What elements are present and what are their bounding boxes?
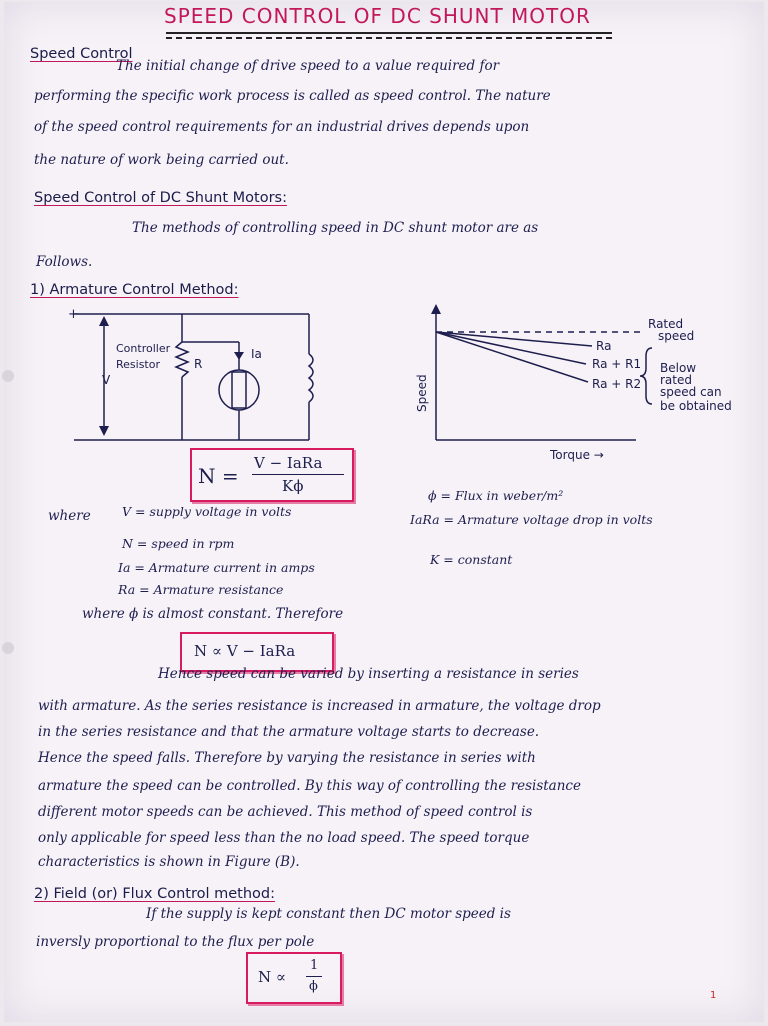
below-rated-label: speed can: [660, 385, 722, 399]
text-line: The initial change of drive speed to a value required for: [116, 58, 500, 74]
r-label: R: [194, 357, 203, 371]
ia-label: Ia: [251, 347, 262, 361]
speed-formula-box: [190, 448, 354, 502]
page-title: SPEED CONTROL OF DC SHUNT MOTOR: [164, 4, 591, 28]
graph-xlabel: Torque →: [550, 448, 604, 462]
binder-hole: [2, 642, 14, 654]
binder-hole: [2, 370, 14, 382]
definition: Ia = Armature current in amps: [118, 560, 315, 575]
definition: ϕ = Flux in weber/m²: [428, 488, 564, 503]
text-line: inversly proportional to the flux per pole: [36, 934, 315, 950]
text-line: the nature of work being carried out.: [34, 152, 289, 168]
field-prop-bar: [306, 976, 322, 977]
speed-torque-graph: [396, 304, 760, 464]
definition: Ra = Armature resistance: [118, 582, 284, 597]
title-underline: [166, 32, 612, 39]
v-label: V: [102, 373, 111, 387]
text-line: If the supply is kept constant then DC motor speed is: [146, 906, 511, 922]
armature-circuit-diagram: [44, 302, 344, 452]
below-rated-label: rated: [660, 373, 692, 387]
formula-bar: [252, 474, 344, 475]
formula-lhs: N =: [198, 464, 239, 488]
field-prop-lhs: N ∝: [258, 968, 287, 986]
rated-speed-label: speed: [658, 329, 695, 343]
formula-denominator: Kϕ: [282, 477, 304, 495]
text-line: of the speed control requirements for an industrial drives depends upon: [34, 119, 530, 135]
text-line: Hence speed can be varied by inserting a resistance in series: [158, 666, 579, 682]
notebook-page: [4, 2, 764, 1022]
field-control-heading: 2) Field (or) Flux Control method:: [34, 886, 275, 902]
text-line: where ϕ is almost constant. Therefore: [82, 606, 344, 622]
text-line: Follows.: [36, 254, 93, 270]
proportionality: N ∝ V − IaRa: [194, 642, 296, 660]
armature-heading: 1) Armature Control Method:: [30, 282, 239, 298]
rated-label: Rated: [648, 317, 684, 331]
page-number: 1: [710, 990, 717, 1001]
text-line: different motor speeds can be achieved. This method of speed control is: [38, 804, 533, 820]
resistor-label: Resistor: [116, 358, 160, 371]
field-prop-denominator: ϕ: [309, 979, 318, 994]
below-rated-label: Below: [660, 361, 697, 375]
field-prop-numerator: 1: [310, 958, 319, 973]
text-line: with armature. As the series resistance is increased in armature, the voltage drop: [38, 698, 601, 714]
definition: K = constant: [430, 552, 513, 567]
text-line: in the series resistance and that the armature voltage starts to decrease.: [38, 724, 540, 740]
field-proportionality-box: [246, 952, 342, 1004]
ra-r1-curve-label: Ra + R1: [592, 357, 642, 371]
text-line: Hence the speed falls. Therefore by varying the resistance in series with: [38, 750, 536, 766]
below-rated-label: be obtained: [660, 399, 732, 413]
shunt-motor-heading: Speed Control of DC Shunt Motors:: [34, 190, 287, 206]
speed-control-heading: Speed Control: [30, 46, 133, 62]
text-line: only applicable for speed less than the no load speed. The speed torque: [38, 830, 530, 846]
where-label: where: [48, 508, 91, 524]
formula-numerator: V − IaRa: [254, 454, 323, 472]
text-line: The methods of controlling speed in DC shunt motor are as: [132, 220, 539, 236]
ra-r2-curve-label: Ra + R2: [592, 377, 642, 391]
definition: IaRa = Armature voltage drop in volts: [410, 512, 653, 527]
graph-ylabel: Speed: [415, 374, 429, 412]
ra-curve-label: Ra: [596, 339, 612, 353]
controller-label: Controller: [116, 342, 171, 355]
definition: N = speed in rpm: [122, 536, 235, 551]
plus-label: +: [68, 307, 79, 322]
text-line: characteristics is shown in Figure (B).: [38, 854, 300, 870]
definition: V = supply voltage in volts: [122, 504, 292, 519]
text-line: armature the speed can be controlled. By this way of controlling the resistance: [38, 778, 581, 794]
text-line: performing the specific work process is called as speed control. The nature: [34, 88, 551, 104]
